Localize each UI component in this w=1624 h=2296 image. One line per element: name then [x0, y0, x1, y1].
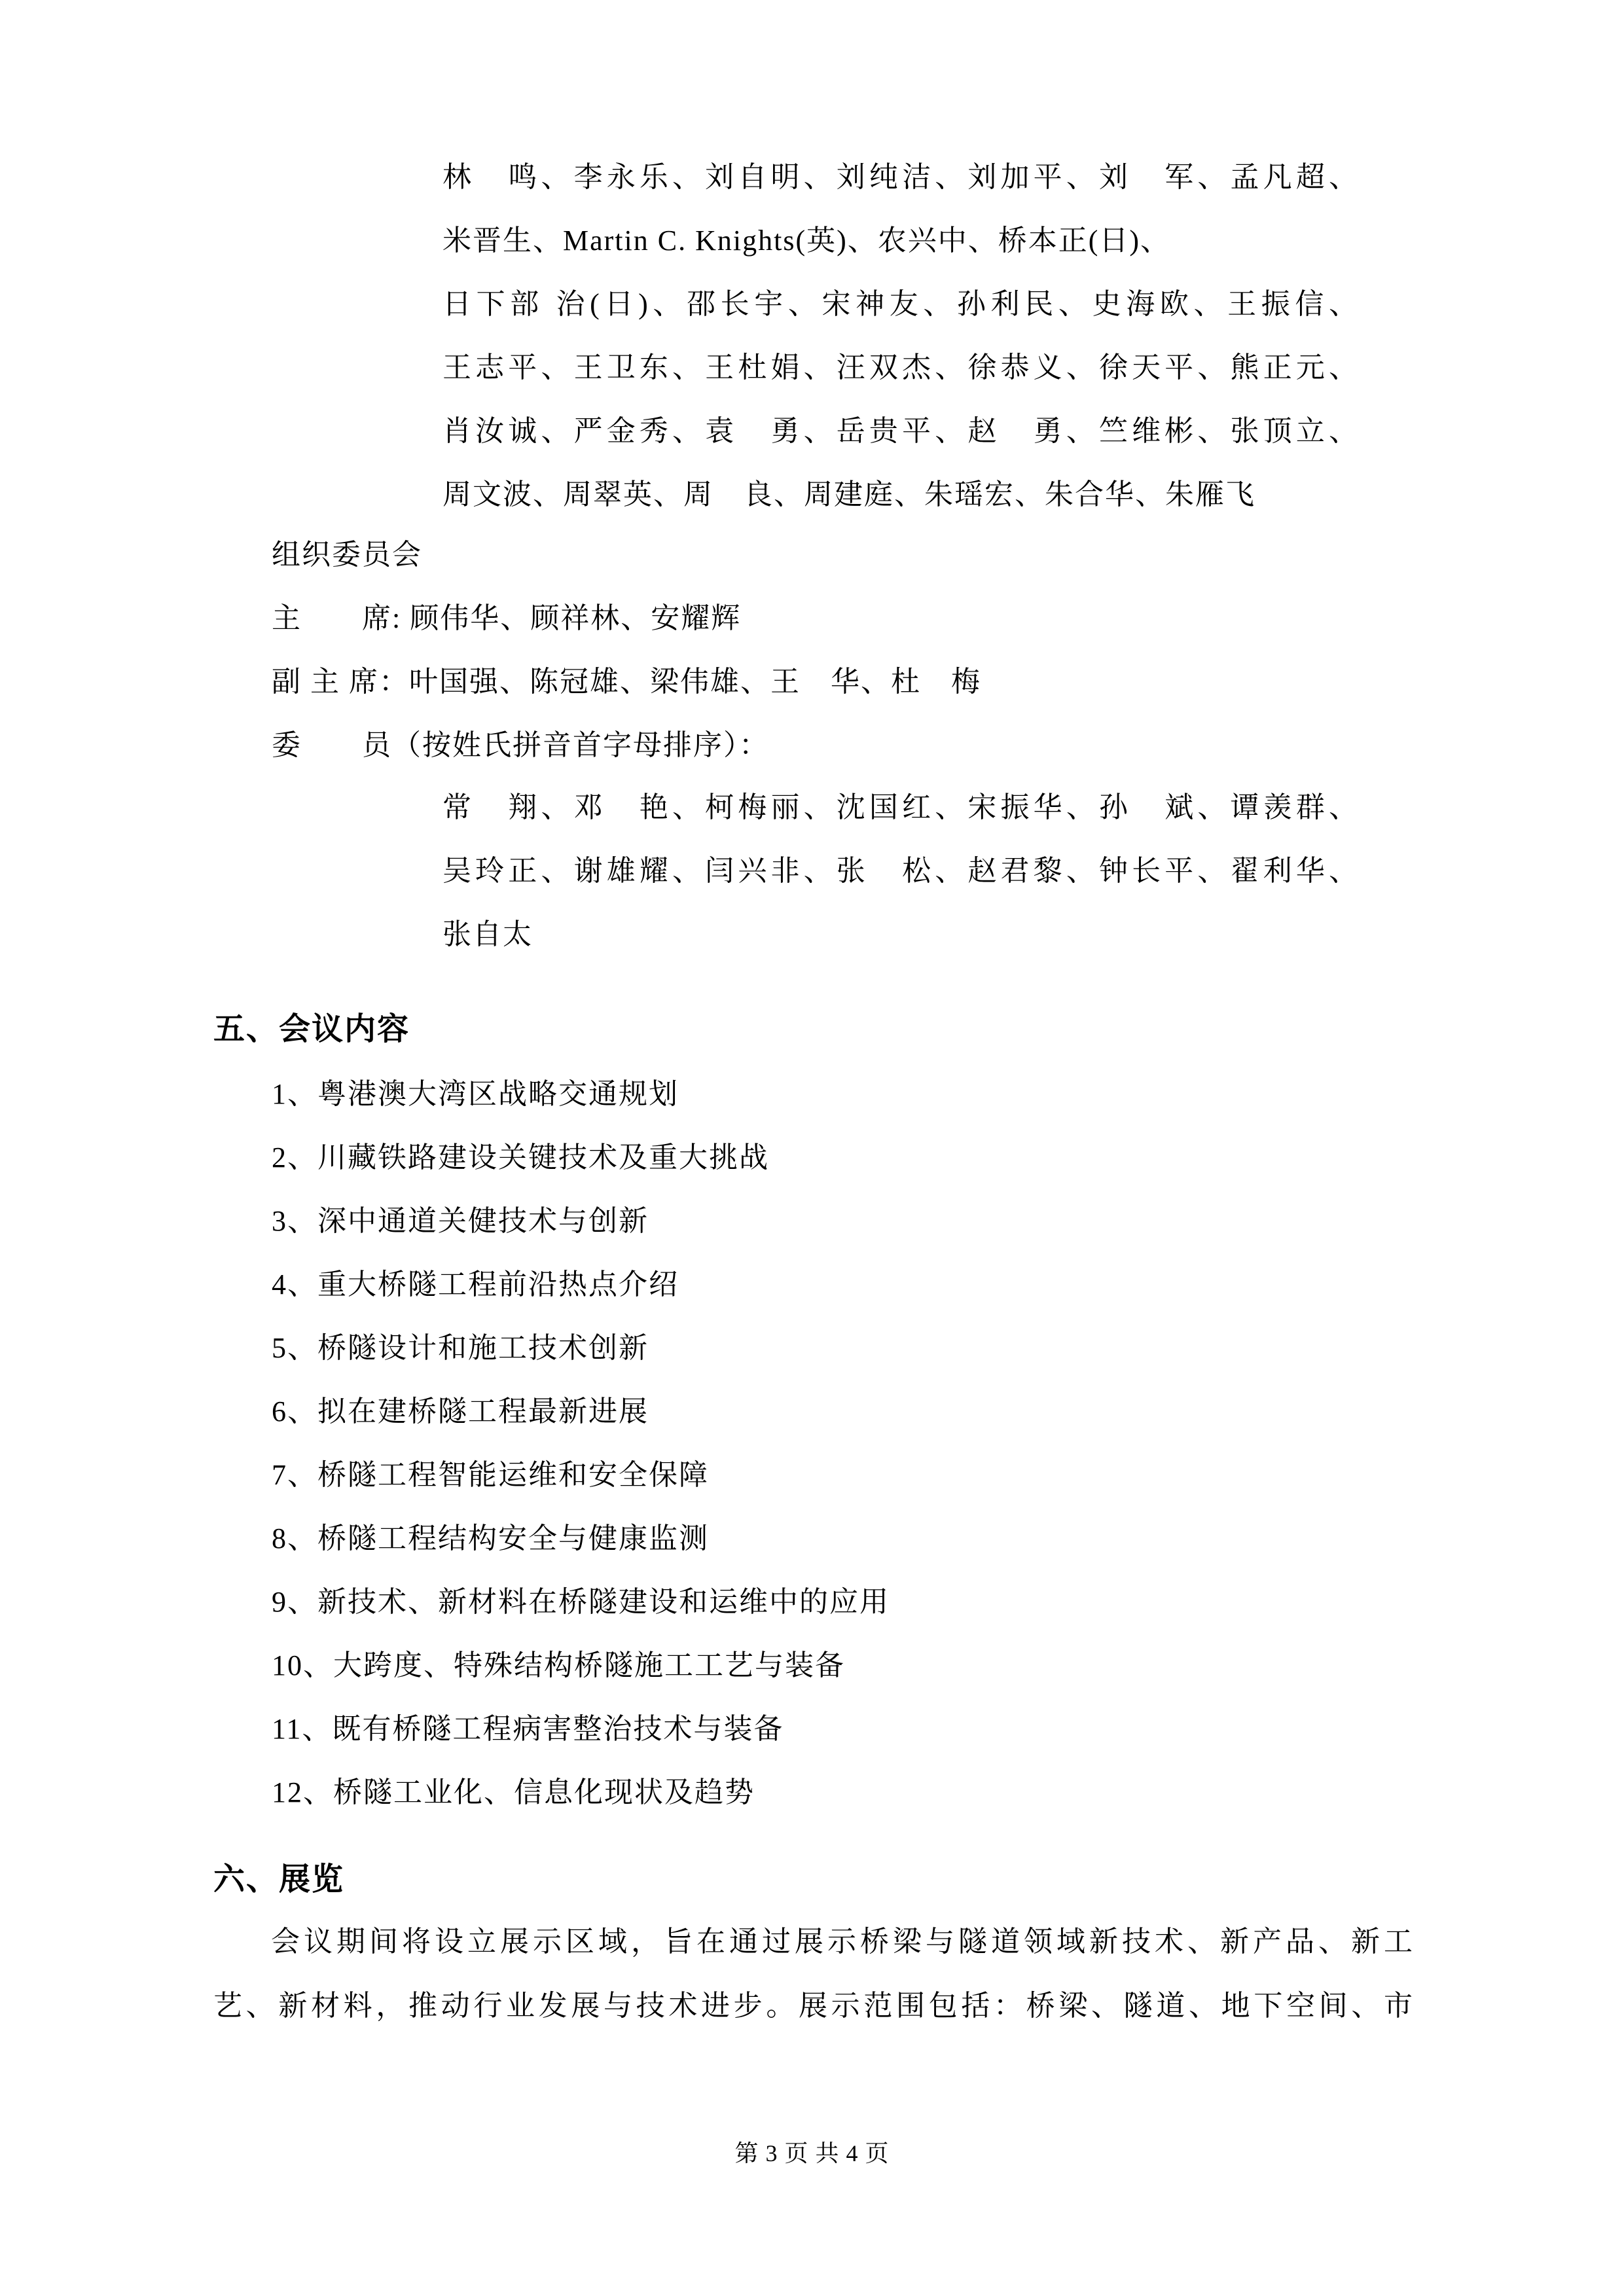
- section6-paragraph: [213, 1910, 1414, 2038]
- expert-names-line: 米晋生、Martin C. Knights(英)、农兴中、桥本正(日)、: [442, 224, 1171, 257]
- expert-names-line: 周文波、周翠英、周 良、周建庭、朱瑶宏、朱合华、朱雁飞: [442, 478, 1255, 511]
- member-names-line: 吴玲正、谢雄耀、闫兴非、张 松、赵君黎、钟长平、翟利华、: [442, 855, 1359, 887]
- agenda-item: 8、桥隧工程结构安全与健康监测: [272, 1522, 709, 1554]
- expert-names-line: 王志平、王卫东、王杜娟、汪双杰、徐恭义、徐天平、熊正元、: [442, 351, 1359, 384]
- section5-heading: 五、会议内容: [213, 1012, 410, 1047]
- paragraph-line: 会议期间将设立展示区域，旨在通过展示桥梁与隧道领域新技术、新产品、新工: [271, 1926, 1414, 1958]
- expert-names-line: 林 鸣、李永乐、刘自明、刘纯洁、刘加平、刘 军、孟凡超、: [442, 161, 1359, 193]
- member-names-line: 常 翔、邓 艳、柯梅丽、沈国红、宋振华、孙 斌、谭羡群、: [442, 791, 1359, 823]
- agenda-item: 5、桥隧设计和施工技术创新: [272, 1332, 649, 1364]
- agenda-item: 1、粤港澳大湾区战略交通规划: [272, 1078, 679, 1110]
- agenda-item: 6、拟在建桥隧工程最新进展: [272, 1395, 649, 1427]
- agenda-item: 3、深中通道关健技术与创新: [272, 1205, 649, 1237]
- section5-items-list: [272, 1062, 1515, 1824]
- paragraph-line: 艺、新材料，推动行业发展与技术进步。展示范围包括：桥梁、隧道、地下空间、市: [213, 1990, 1414, 2022]
- agenda-item: 10、大跨度、特殊结构桥隧施工工艺与装备: [272, 1649, 845, 1681]
- section6-heading: 六、展览: [213, 1862, 345, 1897]
- organizing-committee-heading: 组织委员会: [272, 539, 422, 571]
- agenda-item: 12、桥隧工业化、信息化现状及趋势: [272, 1776, 755, 1808]
- member-names-block: [442, 776, 1359, 966]
- chairman-line: 主 席: 顾伟华、顾祥林、安耀辉: [272, 602, 742, 634]
- agenda-item: 7、桥隧工程智能运维和安全保障: [272, 1459, 709, 1491]
- page-number-footer: 第 3 页 共 4 页: [734, 2140, 890, 2166]
- vice-chairman-line: 副 主 席：叶国强、陈冠雄、梁伟雄、王 华、杜 梅: [272, 666, 981, 698]
- agenda-item: 11、既有桥隧工程病害整治技术与装备: [272, 1713, 784, 1745]
- agenda-item: 2、川藏铁路建设关键技术及重大挑战: [272, 1141, 769, 1174]
- expert-names-line: 日下部 治(日)、邵长宇、宋神友、孙利民、史海欧、王振信、: [442, 288, 1359, 320]
- members-label: 委 员（按姓氏拼音首字母排序）：: [272, 729, 769, 761]
- agenda-item: 9、新技术、新材料在桥隧建设和运维中的应用: [272, 1586, 890, 1618]
- agenda-item: 4、重大桥隧工程前沿热点介绍: [272, 1268, 679, 1300]
- expert-names-continued-block: [442, 145, 1359, 526]
- organizing-committee-section: [272, 523, 1515, 777]
- expert-names-line: 肖汝诚、严金秀、袁 勇、岳贵平、赵 勇、竺维彬、张顶立、: [442, 415, 1359, 447]
- member-names-line: 张自太: [442, 918, 533, 950]
